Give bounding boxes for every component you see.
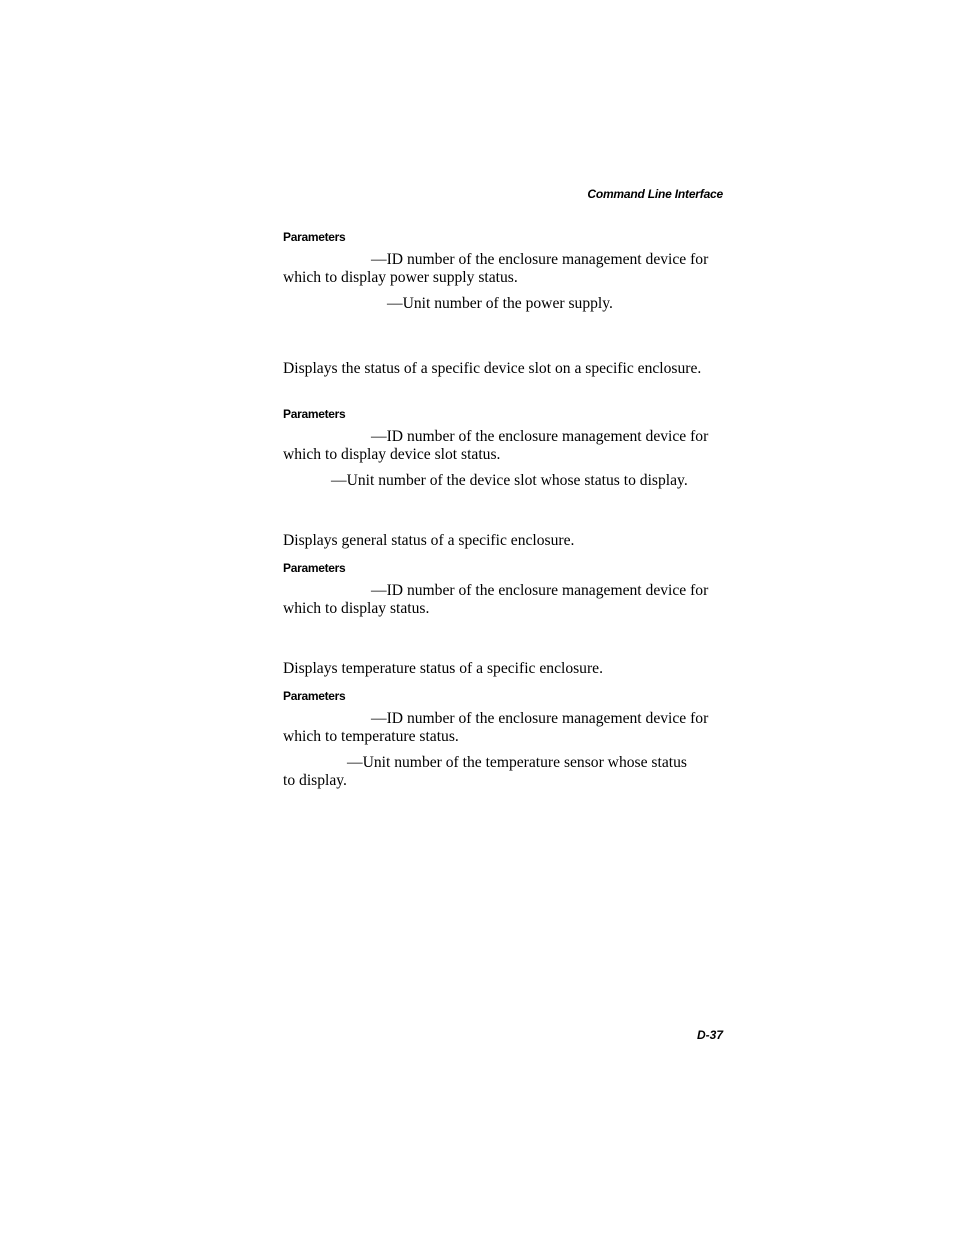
running-header: Command Line Interface bbox=[587, 187, 723, 201]
page-number: D-37 bbox=[696, 1028, 723, 1042]
command-description: Displays temperature status of a specific enclosure. bbox=[283, 660, 603, 677]
command-description: Displays general status of a specific enclosure. bbox=[283, 532, 575, 549]
parameter-description: —ID number of the enclosure management device for which to display power supply status. bbox=[283, 251, 709, 286]
parameter-description: —Unit number of the power supply. bbox=[387, 295, 613, 312]
parameter-description: —Unit number of the temperature sensor whose status to display. bbox=[283, 754, 687, 789]
command-description: Displays the status of a specific device slot on a specific enclosure. bbox=[283, 360, 702, 377]
parameters-heading: Parameters bbox=[283, 230, 346, 244]
parameter-description: —ID number of the enclosure management device for which to display status. bbox=[283, 582, 709, 617]
parameter-description: —Unit number of the device slot whose status to display. bbox=[331, 472, 688, 489]
parameter-description: —ID number of the enclosure management device for which to temperature status. bbox=[283, 710, 709, 745]
parameters-heading: Parameters bbox=[283, 689, 346, 703]
parameters-heading: Parameters bbox=[283, 561, 346, 575]
parameter-description: —ID number of the enclosure management device for which to display device slot status. bbox=[283, 428, 709, 463]
parameters-heading: Parameters bbox=[283, 407, 346, 421]
